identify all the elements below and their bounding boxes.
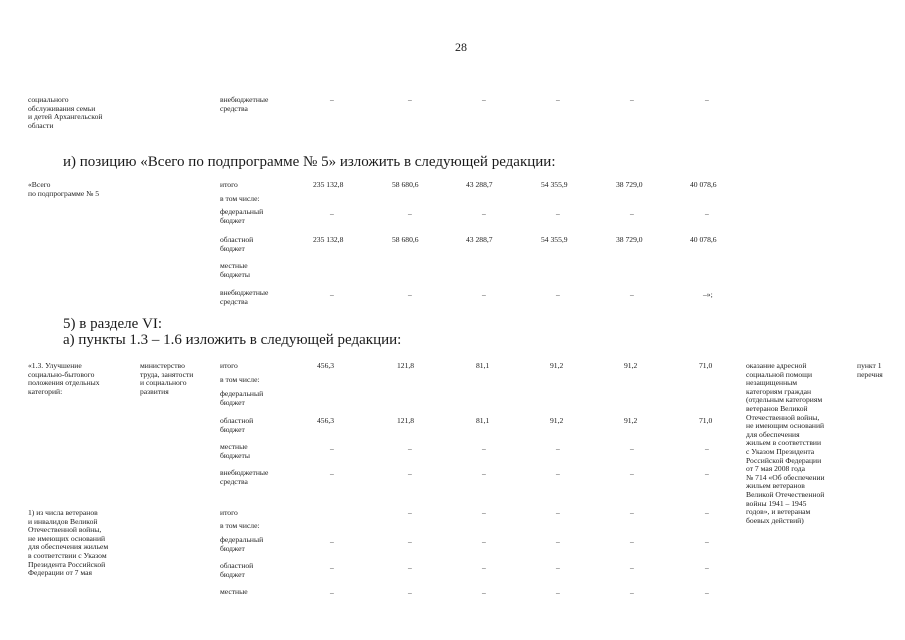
value-cell: – <box>705 563 709 572</box>
executor: министерство труда, занятости и социального развития <box>140 361 194 396</box>
value-cell: 91,2 <box>550 361 564 370</box>
value-cell: – <box>408 444 412 453</box>
value-cell: 235 132,8 <box>313 235 344 244</box>
funding-source: областной бюджет <box>220 235 254 253</box>
name-line: обслуживания семьи <box>28 103 96 113</box>
expected-result: оказание адресной социальной помощи незащищенным категориям граждан (отдельным категориям ветеранов Великой Отечественной войны, не имеющим оснований для обеспечения жильем в соответствии с Указом Президента Российской Федерации от 7 мая 2008 года № 714 «Об обеспечении жильем ветеранов Великой Отечественной войны 1941 – 1945 годов», и ветеранам боевых действий) <box>746 361 825 525</box>
value-cell: – <box>705 469 709 478</box>
value-cell: –»; <box>703 290 713 299</box>
funding-source: внебюджетные средства <box>220 288 269 306</box>
value-cell: 38 729,0 <box>616 180 643 189</box>
value-cell: – <box>482 588 486 597</box>
value-cell: – <box>630 290 634 299</box>
section-heading: и) позицию «Всего по подпрограмме № 5» изложить в следующей редакции: <box>63 154 556 170</box>
value-cell: – <box>630 508 634 517</box>
value-cell: – <box>330 290 334 299</box>
funding-source: федеральный бюджет <box>220 535 264 553</box>
value-cell: – <box>330 95 334 104</box>
value-cell: – <box>408 563 412 572</box>
value-cell: – <box>630 444 634 453</box>
value-cell: – <box>408 537 412 546</box>
funding-source: внебюджетные средства <box>220 95 269 113</box>
value-cell: – <box>482 563 486 572</box>
value-cell: – <box>330 209 334 218</box>
funding-source: итого <box>220 180 238 189</box>
funding-source: в том числе: <box>220 521 260 530</box>
value-cell: 91,2 <box>624 416 638 425</box>
value-cell: – <box>705 588 709 597</box>
funding-source: местные <box>220 587 248 596</box>
value-cell: – <box>482 469 486 478</box>
section-heading: а) пункты 1.3 – 1.6 изложить в следующей редакции: <box>63 332 402 348</box>
value-cell: – <box>330 469 334 478</box>
value-cell: 43 288,7 <box>466 180 493 189</box>
value-cell: – <box>556 209 560 218</box>
value-cell: 91,2 <box>550 416 564 425</box>
value-cell: – <box>408 209 412 218</box>
value-cell: 91,2 <box>624 361 638 370</box>
funding-source: в том числе: <box>220 375 260 384</box>
value-cell: 40 078,6 <box>690 235 717 244</box>
subitem-name: 1) из числа ветеранов и инвалидов Великой Отечественной войны, не имеющих оснований для обеспечения жильем в соответствии с Указом Президента Российской Федерации от 7 мая <box>28 508 109 578</box>
value-cell: – <box>556 469 560 478</box>
value-cell: – <box>556 588 560 597</box>
funding-source: внебюджетные средства <box>220 468 269 486</box>
value-cell: 71,0 <box>699 416 713 425</box>
value-cell: 38 729,0 <box>616 235 643 244</box>
section-heading: 5) в разделе VI: <box>63 316 163 332</box>
value-cell: – <box>630 588 634 597</box>
value-cell: – <box>408 469 412 478</box>
value-cell: 43 288,7 <box>466 235 493 244</box>
name-line: социального <box>28 95 69 104</box>
value-cell: – <box>482 444 486 453</box>
value-cell: – <box>482 508 486 517</box>
value-cell: – <box>556 537 560 546</box>
value-cell: – <box>330 537 334 546</box>
value-cell: – <box>630 209 634 218</box>
value-cell: – <box>630 537 634 546</box>
value-cell: – <box>556 563 560 572</box>
funding-source: местные бюджеты <box>220 261 250 279</box>
value-cell: – <box>705 209 709 218</box>
value-cell: 121,8 <box>397 361 415 370</box>
funding-source: в том числе: <box>220 194 260 203</box>
value-cell: 235 132,8 <box>313 180 344 189</box>
funding-source: итого <box>220 361 238 370</box>
value-cell: 456,3 <box>317 416 335 425</box>
value-cell: – <box>482 95 486 104</box>
value-cell: 121,8 <box>397 416 415 425</box>
value-cell: 71,0 <box>699 361 713 370</box>
value-cell: – <box>408 95 412 104</box>
funding-source: областной бюджет <box>220 561 254 579</box>
value-cell: – <box>556 444 560 453</box>
value-cell: – <box>630 469 634 478</box>
value-cell: – <box>408 588 412 597</box>
value-cell: – <box>330 588 334 597</box>
value-cell: – <box>705 537 709 546</box>
value-cell: – <box>556 95 560 104</box>
name-line: и детей Архангельской <box>28 112 103 122</box>
value-cell: – <box>330 444 334 453</box>
value-cell: 54 355,9 <box>541 235 568 244</box>
page-number: 28 <box>455 40 467 54</box>
value-cell: – <box>556 508 560 517</box>
value-cell: – <box>630 563 634 572</box>
value-cell: 40 078,6 <box>690 180 717 189</box>
value-cell: 54 355,9 <box>541 180 568 189</box>
program-name-fragment <box>28 96 102 130</box>
funding-source: федеральный бюджет <box>220 207 264 225</box>
value-cell: 58 680,6 <box>392 180 419 189</box>
value-cell: – <box>630 95 634 104</box>
funding-source: областной бюджет <box>220 416 254 434</box>
program-total-name: «Всего по подпрограмме № 5 <box>28 180 100 198</box>
value-cell: 58 680,6 <box>392 235 419 244</box>
funding-source: федеральный бюджет <box>220 389 264 407</box>
value-cell: – <box>408 508 412 517</box>
name-line: области <box>28 120 54 130</box>
value-cell: – <box>705 508 709 517</box>
funding-source: местные бюджеты <box>220 442 250 460</box>
value-cell: 456,3 <box>317 361 335 370</box>
value-cell: – <box>482 209 486 218</box>
reference: пункт 1 перечня <box>857 361 883 379</box>
value-cell: – <box>330 563 334 572</box>
value-cell: 81,1 <box>476 416 490 425</box>
item-name: «1.3. Улучшение социально-бытового положения отдельных категорий: <box>28 361 100 396</box>
value-cell: – <box>408 290 412 299</box>
value-cell: – <box>482 537 486 546</box>
value-cell: 81,1 <box>476 361 490 370</box>
funding-source: итого <box>220 508 238 517</box>
value-cell: – <box>556 290 560 299</box>
value-cell: – <box>705 444 709 453</box>
value-cell: – <box>705 95 709 104</box>
value-cell: – <box>482 290 486 299</box>
